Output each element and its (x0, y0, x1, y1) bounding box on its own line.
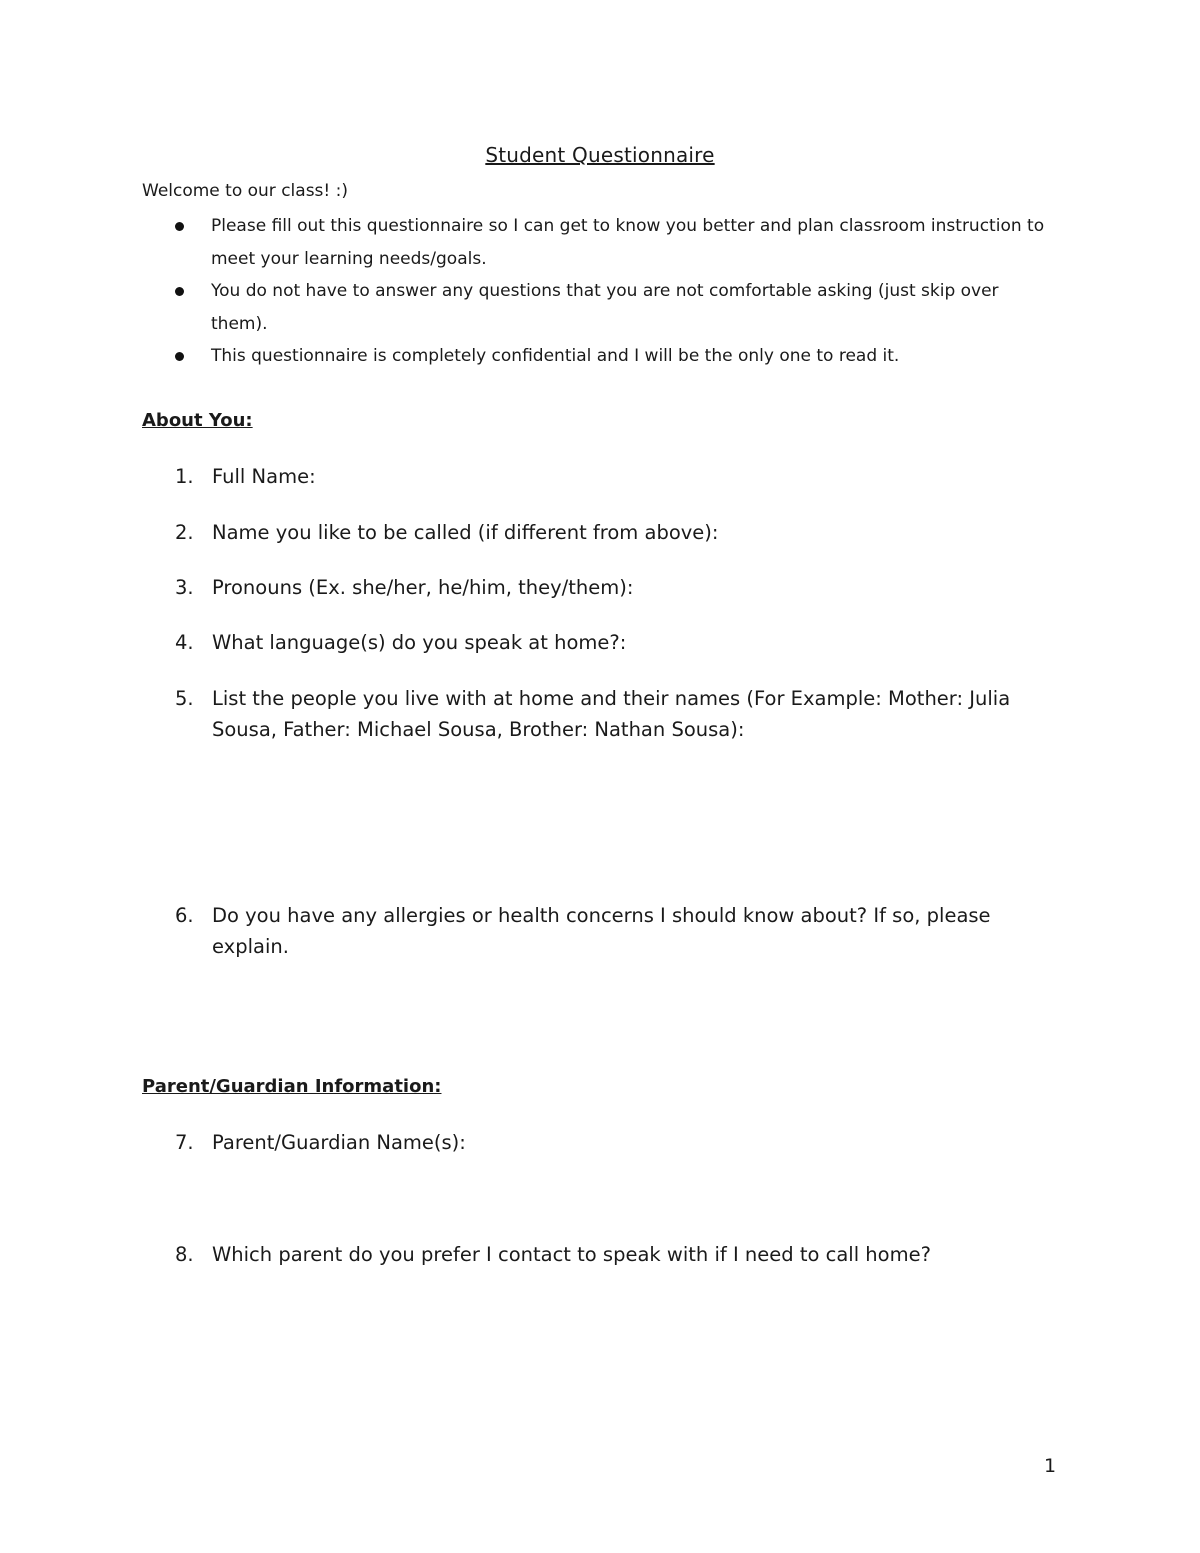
question-number: 7. (175, 1131, 194, 1154)
list-item (142, 210, 1052, 275)
question-number: 6. (175, 904, 194, 927)
bullet-icon (175, 222, 184, 231)
question-text: What language(s) do you speak at home?: (212, 631, 627, 654)
question-2 (142, 517, 1062, 548)
question-text: Full Name: (212, 465, 316, 488)
question-4 (142, 627, 1062, 658)
instruction-text: Please fill out this questionnaire so I can get to know you better and plan classroom instruction to meet your learning needs/goals. (211, 216, 1045, 269)
welcome-text: Welcome to our class! :) (142, 181, 348, 201)
page-title: Student Questionnaire (485, 143, 715, 167)
instruction-text: You do not have to answer any questions that you are not comfortable asking (just skip over them). (211, 281, 999, 334)
question-text: Which parent do you prefer I contact to speak with if I need to call home? (212, 1243, 931, 1266)
question-text: Name you like to be called (if different from above): (212, 521, 719, 544)
instruction-text: This questionnaire is completely confidential and I will be the only one to read it. (211, 346, 900, 366)
question-text: Parent/Guardian Name(s): (212, 1131, 466, 1154)
question-number: 2. (175, 521, 194, 544)
question-text: Do you have any allergies or health concerns I should know about? If so, please explain. (212, 904, 991, 958)
question-8 (142, 1239, 1062, 1270)
section-heading-parent: Parent/Guardian Information: (142, 1076, 442, 1097)
bullet-icon (175, 287, 184, 296)
question-1 (142, 461, 1062, 492)
instructions-list (142, 210, 1052, 373)
question-3 (142, 572, 1062, 603)
section-heading-about: About You: (142, 410, 253, 431)
bullet-icon (175, 352, 184, 361)
question-text: List the people you live with at home and their names (For Example: Mother: Julia Sousa, Father: Michael Sousa, Brother: Nathan Sousa): (212, 687, 1011, 741)
question-5 (142, 683, 1062, 745)
question-number: 5. (175, 687, 194, 710)
list-item (142, 340, 1052, 373)
question-number: 8. (175, 1243, 194, 1266)
list-item (142, 275, 1052, 340)
question-7 (142, 1127, 1062, 1158)
question-number: 3. (175, 576, 194, 599)
question-6 (142, 900, 1062, 962)
question-number: 4. (175, 631, 194, 654)
page-number: 1 (1044, 1455, 1057, 1477)
question-number: 1. (175, 465, 194, 488)
question-text: Pronouns (Ex. she/her, he/him, they/them): (212, 576, 634, 599)
